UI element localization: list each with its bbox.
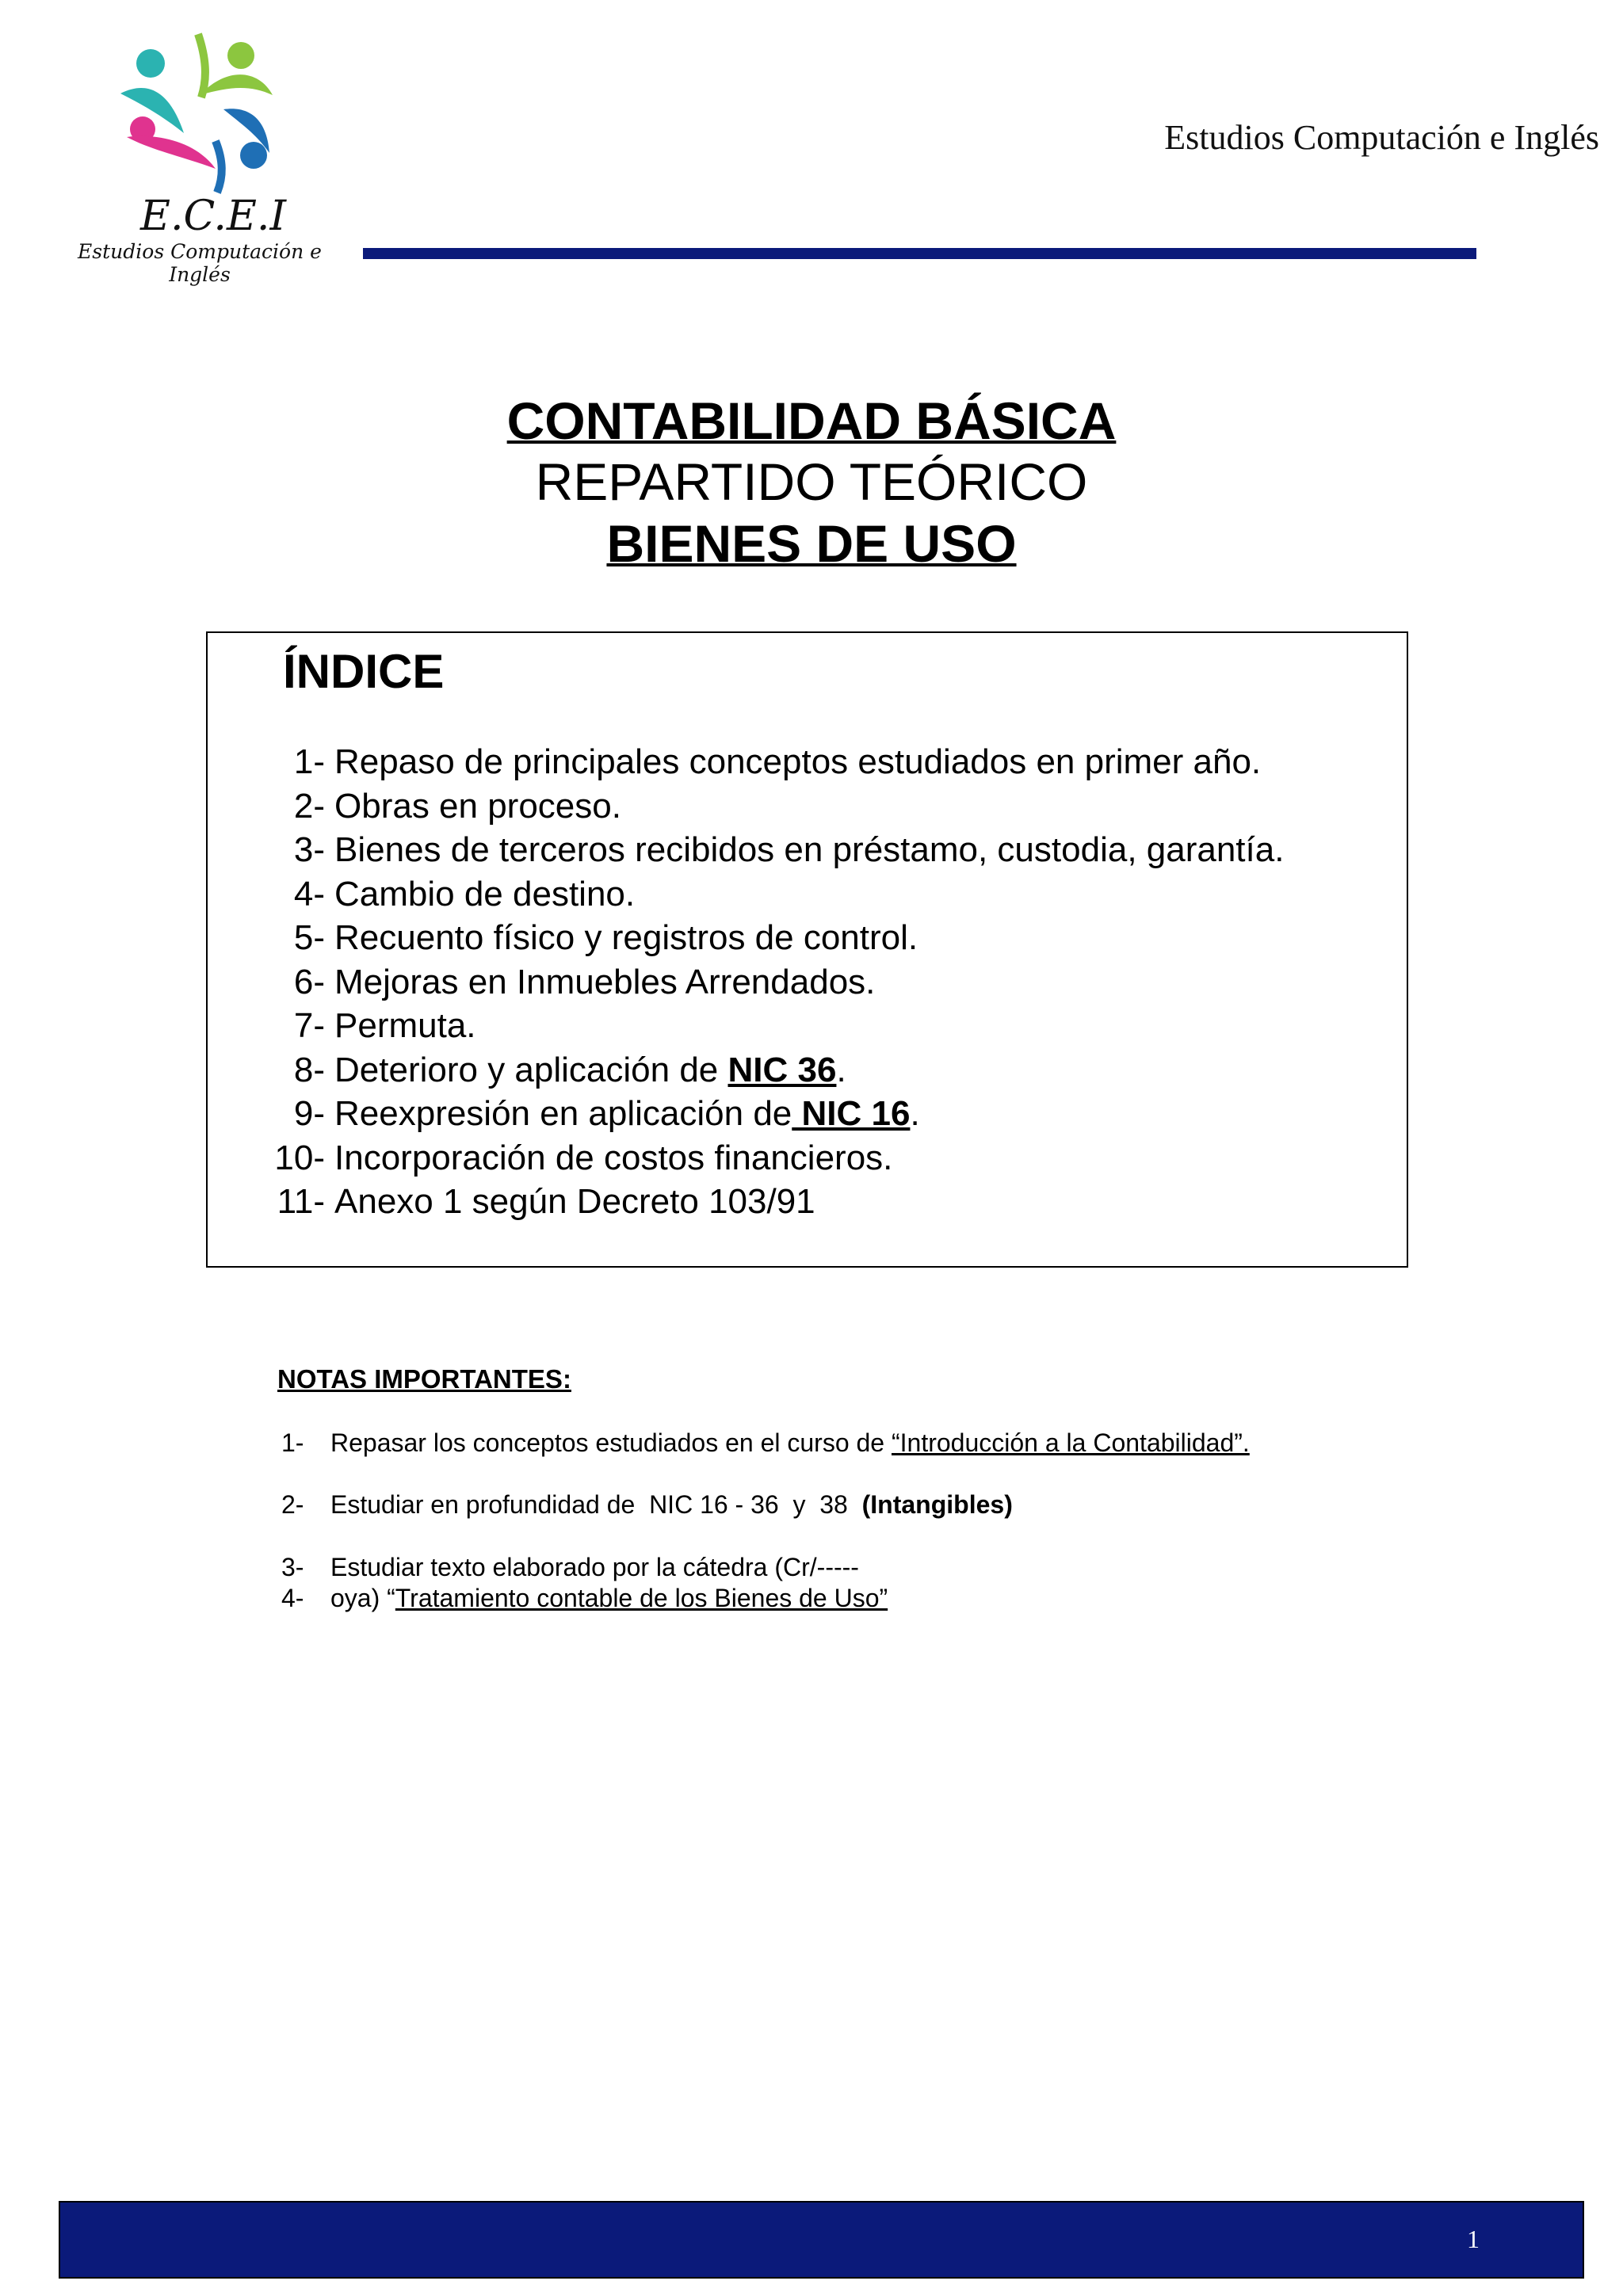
index-item xyxy=(208,960,1407,1005)
note-reference: Tratamiento contable de los Bienes de Uso” xyxy=(395,1584,888,1612)
index-text: Cambio de destino. xyxy=(334,874,636,913)
index-number: 4- xyxy=(293,874,325,913)
logo-subtitle: Estudios Computación e Inglés xyxy=(78,240,322,286)
index-text: Bienes de terceros recibidos en préstamo, custodia, garantía. xyxy=(334,830,1285,869)
index-text: Repaso de principales conceptos estudiados en primer año. xyxy=(334,742,1262,781)
index-text: Deterioro y aplicación de xyxy=(334,1050,728,1089)
index-number: 11- xyxy=(277,1182,325,1221)
index-number: 5- xyxy=(293,918,325,957)
index-text: Recuento físico y registros de control. xyxy=(334,918,918,957)
note-reference: “Introducción a la Contabilidad”. xyxy=(891,1428,1250,1457)
notes-title: NOTAS IMPORTANTES: xyxy=(277,1364,571,1394)
index-number: 6- xyxy=(293,962,325,1001)
index-item xyxy=(208,1136,1407,1180)
note-number: 3- xyxy=(281,1553,304,1581)
page-number: 1 xyxy=(1467,2225,1480,2253)
index-box xyxy=(206,631,1408,1268)
logo xyxy=(65,22,334,286)
index-heading: ÍNDICE xyxy=(283,645,445,698)
index-text: Anexo 1 según Decreto 103/91 xyxy=(334,1182,815,1221)
note-number: 2- xyxy=(281,1490,304,1519)
index-text: Incorporación de costos financieros. xyxy=(334,1138,893,1177)
index-punctuation: . xyxy=(910,1094,920,1133)
index-item xyxy=(208,1180,1407,1224)
note-emphasis: (Intangibles) xyxy=(861,1490,1013,1519)
index-item xyxy=(208,1004,1407,1048)
document-topic: BIENES DE USO xyxy=(606,514,1017,573)
note-number: 1- xyxy=(281,1428,304,1457)
index-number: 2- xyxy=(293,786,325,826)
index-text: Reexpresión en aplicación de xyxy=(334,1094,792,1133)
footer-bar xyxy=(59,2201,1584,2279)
index-text: Mejoras en Inmuebles Arrendados. xyxy=(334,962,876,1001)
index-item xyxy=(208,828,1407,872)
header-brand: Estudios Computación e Inglés xyxy=(1164,118,1599,157)
index-number: 1- xyxy=(293,742,325,781)
index-number: 3- xyxy=(293,830,325,869)
note-text: Repasar los conceptos estudiados en el curso de xyxy=(330,1428,892,1457)
nic-16-reference: NIC 16 xyxy=(792,1094,911,1133)
index-list xyxy=(208,740,1407,1224)
document-title: CONTABILIDAD BÁSICA xyxy=(506,391,1117,450)
index-number: 7- xyxy=(293,1006,325,1045)
note-item xyxy=(281,1553,859,1582)
index-item xyxy=(208,1092,1407,1136)
logo-title: E.C.E.I xyxy=(140,193,286,240)
note-item xyxy=(281,1490,1013,1520)
index-punctuation: . xyxy=(836,1050,846,1089)
note-text: Estudiar en profundidad de NIC 16 - 36 y 38 xyxy=(330,1490,862,1519)
document-subtitle: REPARTIDO TEÓRICO xyxy=(535,452,1088,511)
index-number: 8- xyxy=(293,1050,325,1089)
index-text: Obras en proceso. xyxy=(334,786,621,826)
index-item xyxy=(208,740,1407,784)
nic-36-reference: NIC 36 xyxy=(727,1050,837,1089)
note-number: 4- xyxy=(281,1584,304,1612)
logo-figures-icon xyxy=(65,22,334,196)
index-item xyxy=(208,1048,1407,1093)
index-item xyxy=(208,916,1407,960)
index-number: 9- xyxy=(293,1094,325,1133)
note-text: oya) “ xyxy=(330,1584,395,1612)
note-text: Estudiar texto elaborado por la cátedra (Cr/----- xyxy=(330,1553,859,1581)
index-text: Permuta. xyxy=(334,1006,476,1045)
index-number: 10- xyxy=(274,1138,325,1177)
index-item xyxy=(208,784,1407,829)
note-item xyxy=(281,1428,1250,1458)
note-item xyxy=(281,1584,888,1613)
header-divider xyxy=(363,248,1476,259)
index-item xyxy=(208,872,1407,917)
